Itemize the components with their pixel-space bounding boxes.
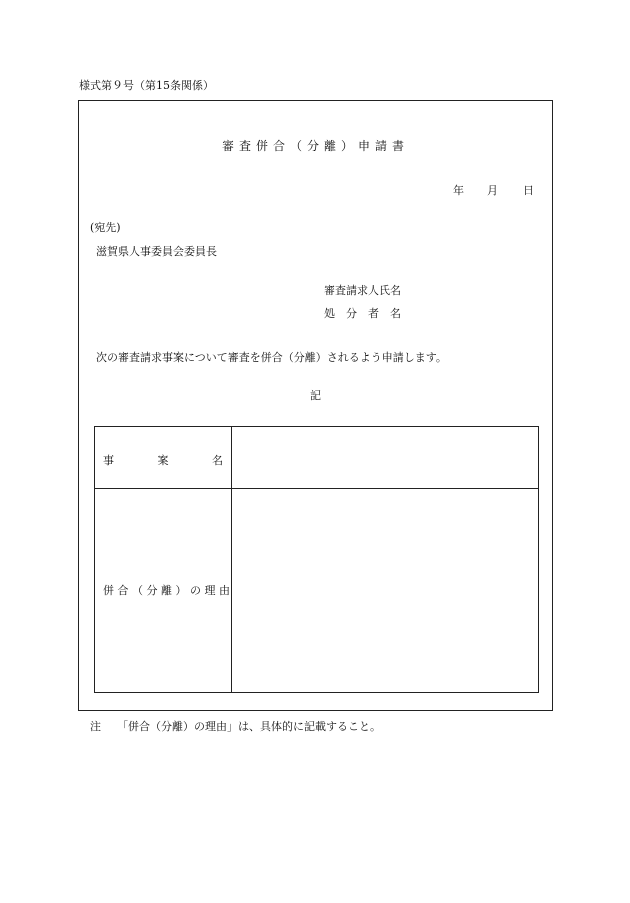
- addressee-name: 滋賀県人事委員会委員長: [96, 245, 217, 258]
- case-name-label: [103, 455, 223, 466]
- case-name-char-3: 名: [212, 454, 223, 467]
- document-title: 審査併合（分離）申請書: [221, 139, 409, 153]
- note-prefix: 注: [90, 720, 101, 733]
- date-month-label: 月: [487, 184, 498, 197]
- case-name-char-1: 事: [103, 454, 114, 467]
- requester-name-label: 審査請求人氏名: [324, 284, 401, 297]
- reason-label: 併合（分離）の理由: [103, 584, 234, 597]
- date-year-label: 年: [453, 184, 464, 197]
- date-day-label: 日: [523, 184, 534, 197]
- ki-marker: 記: [310, 389, 321, 402]
- note-text: 「併合（分離）の理由」は、具体的に記載すること。: [117, 720, 381, 733]
- agency-name-label: 処分者名: [324, 307, 412, 320]
- table-row-divider: [95, 488, 538, 489]
- request-statement: 次の審査請求事案について審査を併合（分離）されるよう申請します。: [96, 351, 447, 364]
- table-column-divider: [231, 427, 232, 692]
- case-name-char-2: 案: [157, 454, 169, 467]
- detail-table: [94, 426, 539, 693]
- form-number: 様式第９号（第15条関係）: [79, 79, 214, 92]
- addressee-label: (宛先): [90, 221, 121, 234]
